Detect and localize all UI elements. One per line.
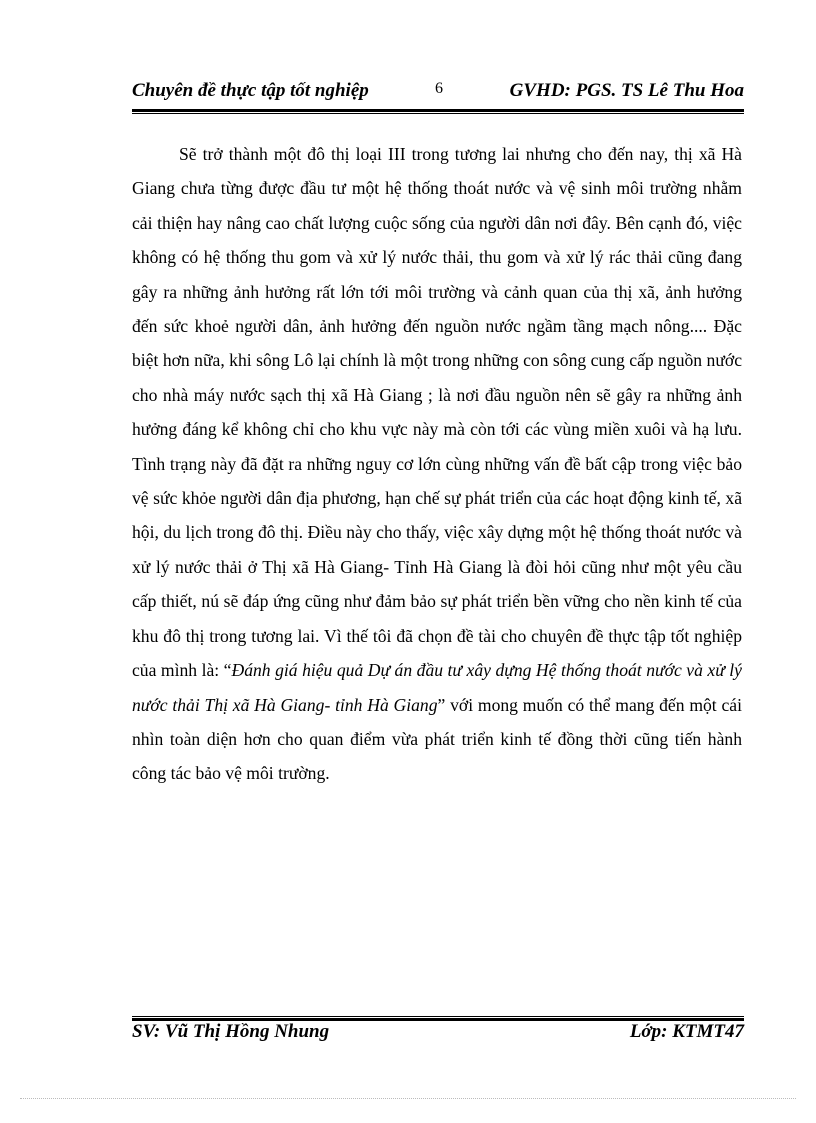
footer-student-name: SV: Vũ Thị Hồng Nhung [132,1021,330,1042]
header-document-title: Chuyên đề thực tập tốt nghiệp [132,80,369,101]
page-number: 6 [435,80,443,97]
header-divider [132,109,744,114]
thesis-title: Đánh giá hiệu quả Dự án đầu tư xây dựng Hệ thống thoát nước và xử lý nước thải Thị xã Hà Giang- tỉnh Hà Giang [132,660,742,715]
body-paragraph [132,137,742,791]
page-bottom-edge [20,1098,796,1099]
paragraph-text-before-title: Sẽ trở thành một đô thị loại III trong tương lai nhưng cho đến nay, thị xã Hà Giang chưa từng được đầu tư một hệ thống thoát nước và vệ sinh môi trường nhằm cải thiện hay nâng cao chất lượng cuộc sống của người dân nơi đây. Bên cạnh đó, việc không có hệ thống thu gom và xử lý nước thải, thu gom và xử lý rác thải cũng đang gây ra những ảnh hưởng rất lớn tới môi trường và cảnh quan của thị xã, ảnh hưởng đến sức khoẻ người dân, ảnh hưởng đến nguồn nước ngầm tầng mạch nông.... Đặc biệt hơn nữa, khi sông Lô lại chính là một trong những con sông cung cấp nguồn nước cho nhà máy nước sạch thị xã Hà Giang ; là nơi đầu nguồn nên sẽ gây ra những ảnh hưởng đáng kể không chỉ cho khu vực này mà còn tới các vùng miền xuôi và hạ lưu. Tình trạng này đã đặt ra những nguy cơ lớn cùng những vấn đề bất cập trong việc bảo vệ sức khỏe người dân địa phương, hạn chế sự phát triển của các hoạt động kinh tế, xã hội, du lịch trong đô thị. Điều này cho thấy, việc xây dựng một hệ thống thoát nước và xử lý nước thải ở Thị xã Hà Giang- Tỉnh Hà Giang là đòi hỏi cũng như một yêu cầu cấp thiết, nú sẽ đáp ứng cũng như đảm bảo sự phát triển bền vững cho nền kinh tế của khu đô thị trong tương lai. Vì thế tôi đã chọn đề tài cho chuyên đề thực tập tốt nghiệp của mình là: “ [132,144,742,681]
header-supervisor: GVHD: PGS. TS Lê Thu Hoa [509,80,744,101]
page-header [132,78,744,108]
footer-class: Lớp: KTMT47 [629,1021,744,1042]
paragraph-text-after-title: ” với mong muốn có thể mang đến một cái nhìn toàn diện hơn cho quan điểm vừa phát triển kinh tế đồng thời cũng tiến hành công tác bảo vệ môi trường. [132,694,742,784]
page-footer [132,1021,744,1051]
